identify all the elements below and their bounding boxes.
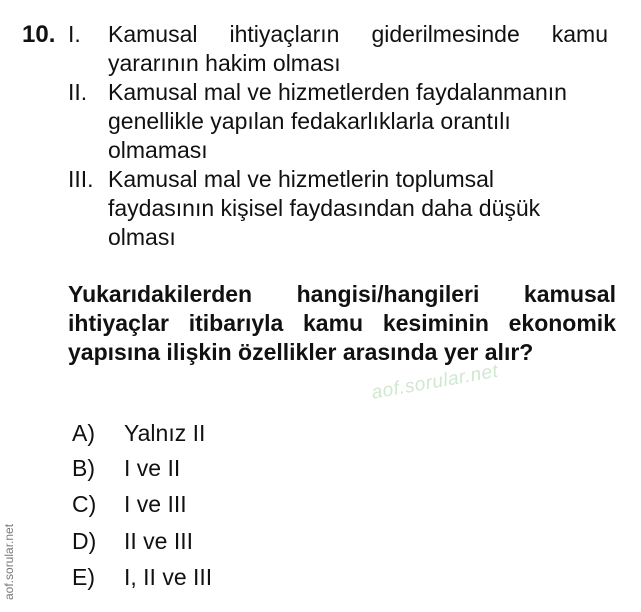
statement-1-numeral: I. <box>68 21 81 47</box>
statement-3-numeral: III. <box>68 166 94 192</box>
option-e-letter: E) <box>72 564 95 590</box>
statement-2-numeral: II. <box>68 79 88 105</box>
option-b-letter: B) <box>72 455 95 481</box>
option-a-text: Yalnız II <box>124 420 206 446</box>
option-d[interactable] <box>72 526 193 556</box>
option-e[interactable] <box>72 562 212 592</box>
option-c-text: I ve III <box>124 491 187 517</box>
statement-1 <box>68 20 608 78</box>
option-a[interactable] <box>72 418 205 448</box>
option-d-text: II ve III <box>124 528 194 554</box>
option-c-letter: C) <box>72 491 97 517</box>
statement-2 <box>68 78 608 165</box>
statement-1-text: Kamusal ihtiyaçların giderilmesinde kamu yararının hakim olması <box>108 21 608 76</box>
option-c[interactable] <box>72 489 187 519</box>
option-b[interactable] <box>72 453 180 483</box>
question-number: 10. <box>22 21 56 48</box>
side-watermark: aof.sorular.net <box>2 523 16 600</box>
statement-3-text: Kamusal mal ve hizmetlerin toplumsal faydasının kişisel faydasından daha düşük olması <box>108 166 541 250</box>
statement-3 <box>68 165 608 252</box>
option-e-text: I, II ve III <box>124 564 213 590</box>
option-d-letter: D) <box>72 528 97 554</box>
statement-2-text: Kamusal mal ve hizmetlerden faydalanmanın genellikle yapılan fedakarlıklarla orantılı olmaması <box>108 79 567 163</box>
watermark-text: aof.sorular.net <box>370 360 500 404</box>
option-b-text: I ve II <box>124 455 181 481</box>
question-stem: Yukarıdakilerden hangisi/hangileri kamusal ihtiyaçlar itibarıyla kamu kesiminin ekonomik yapısına ilişkin özellikler arasında yer alır? <box>68 281 616 365</box>
option-a-letter: A) <box>72 420 95 446</box>
